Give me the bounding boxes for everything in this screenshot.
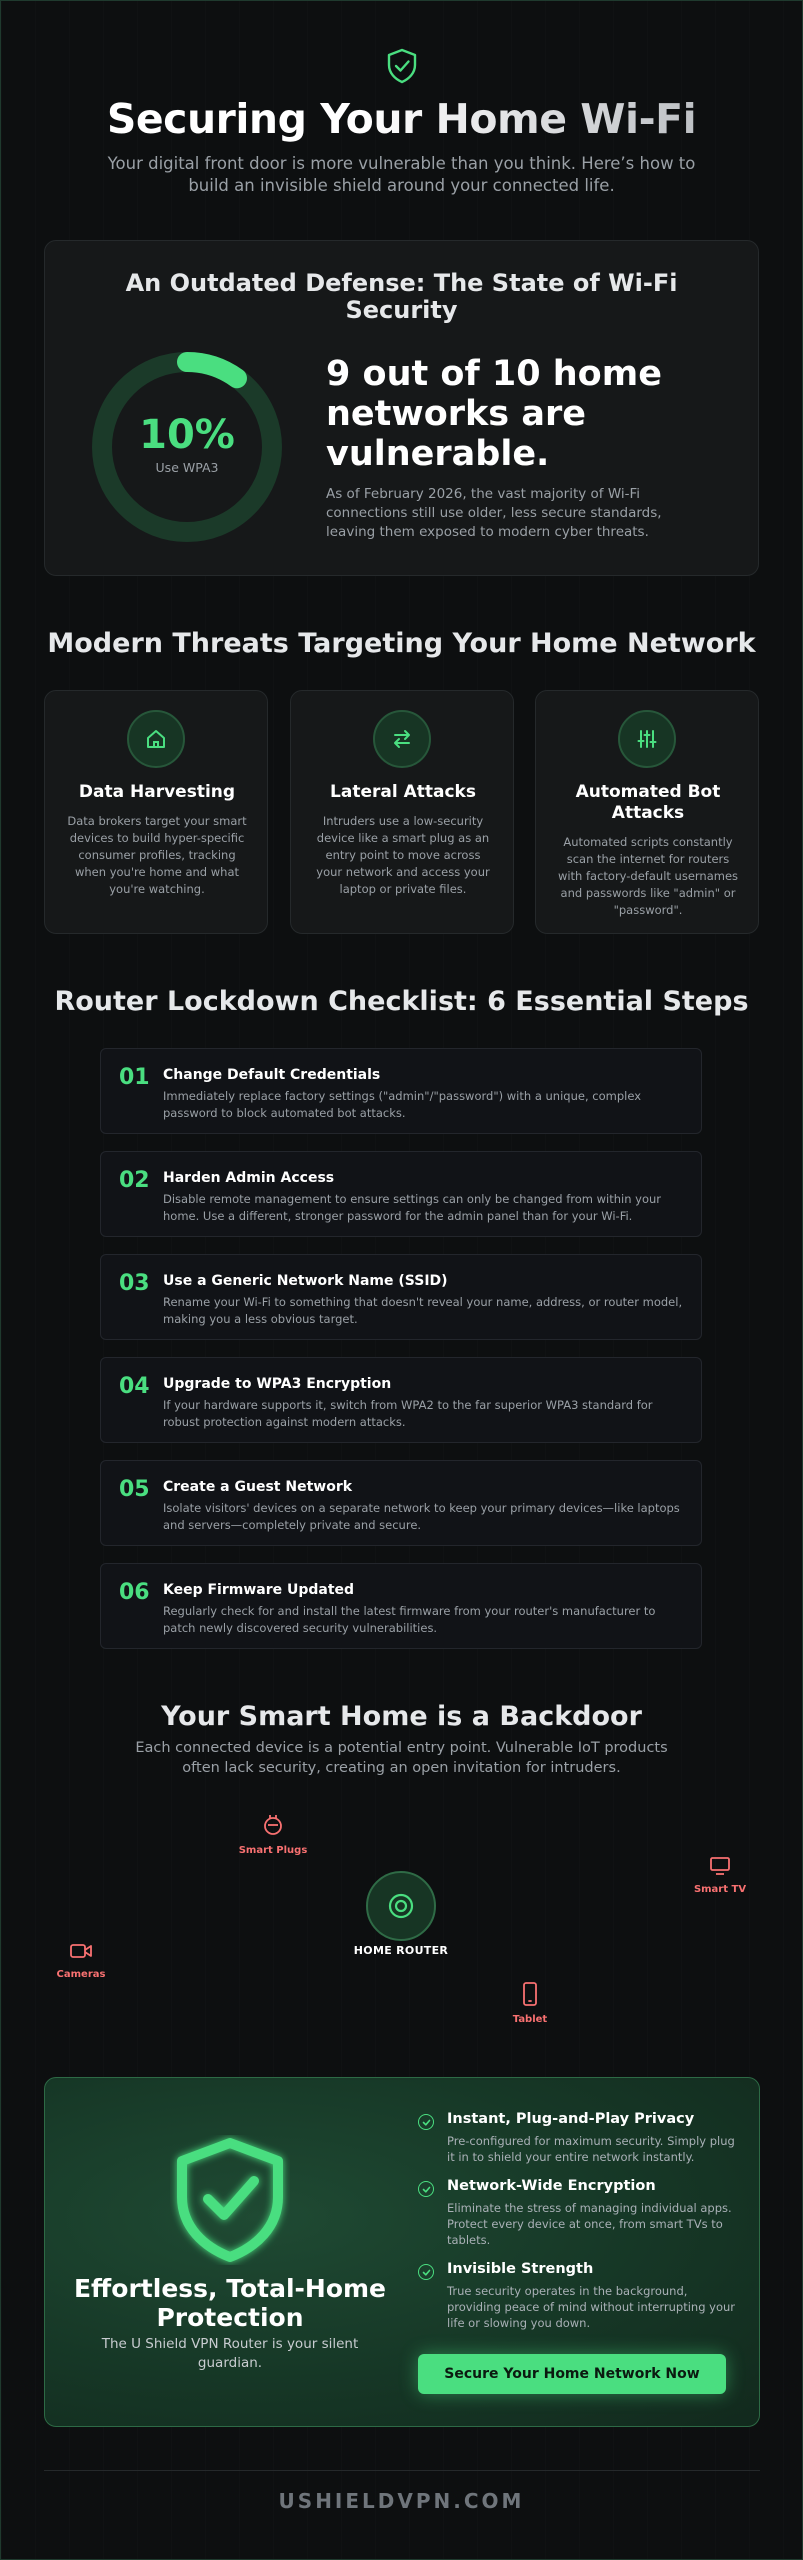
device-smart-tv [665,1855,775,1895]
feature-title: Invisible Strength [447,2261,594,2277]
step-title: Use a Generic Network Name (SSID) [163,1273,448,1289]
threat-body: Data brokers target your smart devices to build hyper-specific consumer profiles, tracking when you're home and what you're watching. [67,814,247,896]
feature-description: True security operates in the background, providing peace of mind without interrupting your life or slowing you down. [447,2284,736,2330]
step-description: Rename your Wi-Fi to something that doesn't reveal your name, address, or router model, making you a less obvious target. [163,1295,683,1326]
product-subtitle: The U Shield VPN Router is your silent guardian. [101,2336,359,2371]
step-number: 02 [119,1168,150,1193]
step-number: 03 [119,1271,150,1296]
threat-card-lateral-attacks [290,690,514,934]
checklist-step [100,1048,702,1134]
device-tablet [475,1981,585,2025]
step-number: 04 [119,1374,150,1399]
gauge-percent: 10% [139,412,235,458]
check-circle-icon [418,2264,434,2280]
sliders-icon [618,710,676,768]
page-subtitle: Your digital front door is more vulnerable than you think. Here’s how to build an invisible shield around your connected life. [107,154,696,195]
product-title: Effortless, Total-Home Protection [73,2274,387,2332]
tv-icon [708,1855,732,1877]
threat-title: Lateral Attacks [330,782,476,802]
step-title: Harden Admin Access [163,1170,335,1186]
step-description: If your hardware supports it, switch from WPA2 to the far superior WPA3 standard for robust protection against modern attacks. [163,1398,653,1429]
step-description: Isolate visitors' devices on a separate network to keep your primary devices—like laptops and servers—completely private and secure. [163,1501,680,1532]
feature-description: Eliminate the stress of managing individual apps. Protect every device at once, from smart TVs to tablets. [447,2201,732,2247]
home-icon [127,710,185,768]
check-circle-icon [418,2181,434,2197]
checklist-step [100,1460,702,1546]
feature-title: Network-Wide Encryption [447,2178,656,2194]
step-number: 05 [119,1477,150,1502]
step-title: Keep Firmware Updated [163,1582,355,1598]
checklist-step [100,1357,702,1443]
shield-check-icon [170,2135,290,2265]
checklist-step [100,1563,702,1649]
step-description: Regularly check for and install the latest firmware from your router's manufacturer to patch newly discovered security vulnerabilities. [163,1604,656,1635]
step-number: 06 [119,1580,150,1605]
footer-brand[interactable]: USHIELDVPN.COM [278,2489,525,2513]
threat-body: Automated scripts constantly scan the internet for routers with factory-default usernames and passwords like "admin" or "password". [557,835,739,917]
gauge-label: Use WPA3 [155,460,219,475]
state-title: An Outdated Defense: The State of Wi-Fi Security [125,269,678,324]
device-label: Smart Plugs [238,1845,308,1856]
check-circle-icon [418,2114,434,2130]
smarthome-title: Your Smart Home is a Backdoor [161,1701,642,1732]
threat-body: Intruders use a low-security device like a smart plug as an entry point to move across your network and access your laptop or private files. [316,814,490,896]
feature-description: Pre-configured for maximum security. Simply plug it in to shield your entire network instantly. [447,2134,735,2164]
feature-title: Instant, Plug-and-Play Privacy [447,2111,695,2127]
arrows-exchange-icon [373,710,431,768]
camera-icon [68,1940,94,1962]
step-description: Disable remote management to ensure settings can only be changed from within your home. Use a different, stronger password for the admin panel than for your Wi-Fi. [163,1192,662,1223]
checklist-step [100,1151,702,1237]
step-description: Immediately replace factory settings ("admin"/"password") with a unique, complex password to block automated bot attacks. [163,1089,641,1120]
stat-headline: 9 out of 10 home networks are vulnerable. [326,354,662,474]
threat-card-data-harvesting [44,690,268,934]
tablet-icon [520,1981,540,2007]
device-label: Tablet [512,2014,548,2025]
device-label: Cameras [56,1969,106,1980]
step-number: 01 [119,1065,150,1090]
footer-divider [44,2470,760,2471]
device-cameras [26,1940,136,1980]
checklist-title: Router Lockdown Checklist: 6 Essential Steps [54,986,749,1017]
cta-button[interactable]: Secure Your Home Network Now [418,2354,726,2394]
shield-check-icon [382,46,422,86]
checklist-step [100,1254,702,1340]
threat-title: Automated Bot Attacks [575,782,721,823]
step-title: Upgrade to WPA3 Encryption [163,1376,392,1392]
plug-icon [261,1812,285,1838]
router-icon [366,1871,436,1941]
device-smart-plugs [218,1812,328,1856]
threats-title: Modern Threats Targeting Your Home Network [47,628,756,659]
smarthome-subtitle: Each connected device is a potential entry point. Vulnerable IoT products often lack security, creating an open invitation for intruders. [135,1740,668,1776]
device-label: Smart TV [693,1884,747,1895]
step-title: Create a Guest Network [163,1479,353,1495]
threat-title: Data Harvesting [78,782,236,802]
router-label: HOME ROUTER [353,1944,449,1957]
step-title: Change Default Credentials [163,1067,381,1083]
page-title: Securing Your Home Wi-Fi [0,95,803,143]
stat-body: As of February 2026, the vast majority of Wi-Fi connections still use older, less secure standards, leaving them exposed to modern cyber threats. [326,486,662,540]
threat-card-bot-attacks [535,690,759,934]
